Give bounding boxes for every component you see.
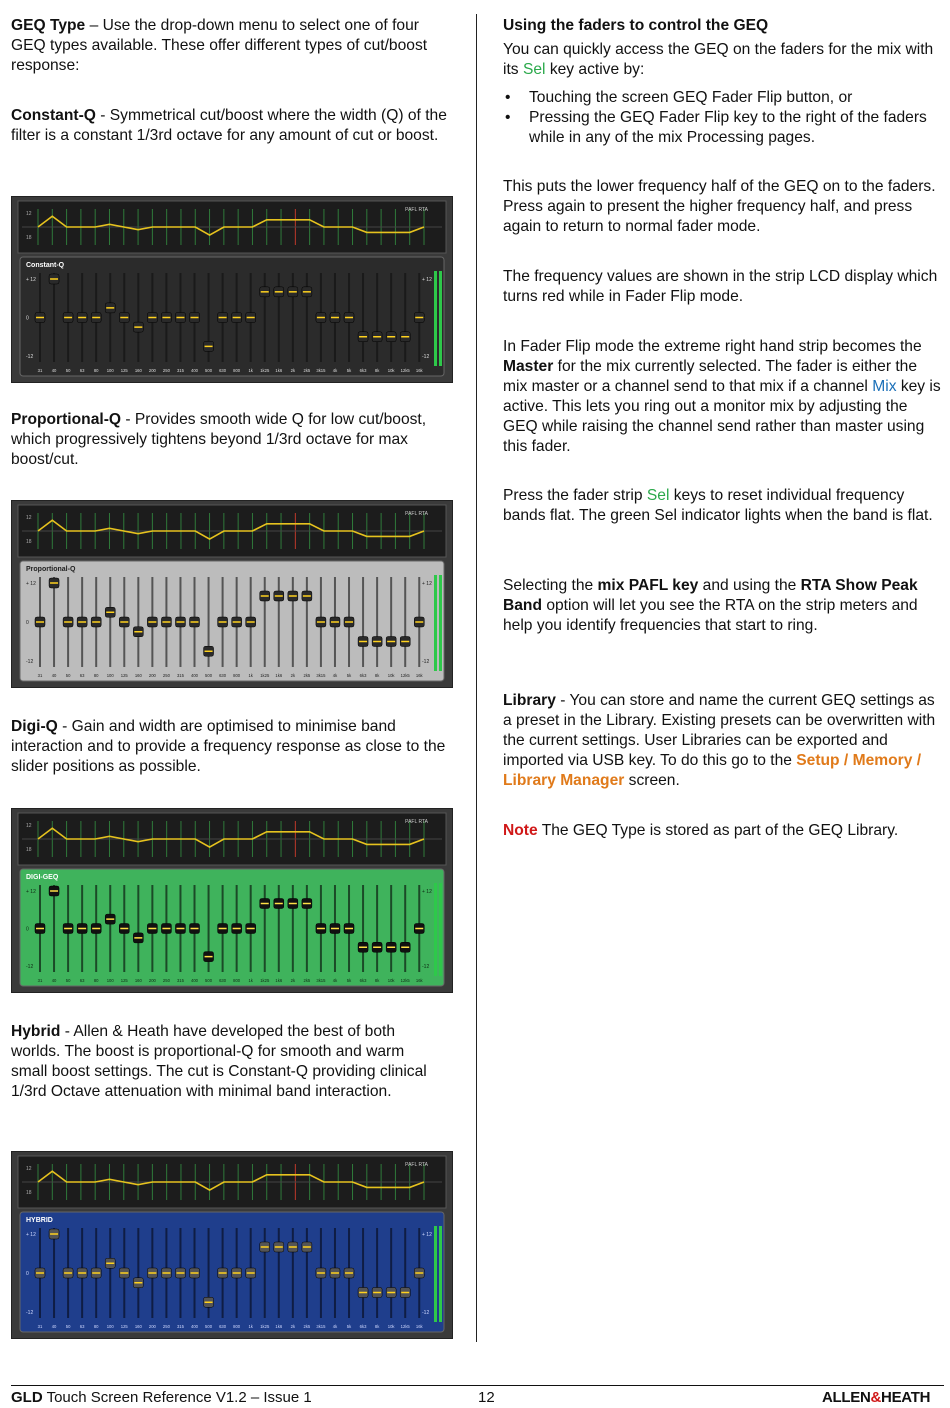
band-label: 250	[162, 1324, 170, 1329]
band-label: 500	[205, 978, 213, 983]
panel-title: Proportional-Q	[26, 566, 76, 573]
db-scale-label: -12	[422, 659, 430, 665]
band-label: 800	[233, 673, 241, 678]
rta-scale-bottom: 18	[26, 235, 32, 241]
bullet-item	[503, 108, 943, 148]
level-meter	[434, 575, 437, 671]
band-label: 1k	[248, 368, 253, 373]
band-label: 800	[233, 368, 241, 373]
sel-a: Press the fader strip	[503, 487, 647, 504]
band-label: 80	[93, 1324, 99, 1329]
rta-scale-top: 12	[26, 211, 32, 217]
note-term: Note	[503, 822, 538, 839]
db-scale-label: + 12	[26, 889, 36, 895]
band-label: 4k	[332, 368, 338, 373]
band-label: 8k	[374, 673, 380, 678]
level-meter	[434, 883, 437, 976]
db-scale-label: -12	[26, 964, 34, 970]
band-label: 80	[93, 368, 99, 373]
band-label: 200	[148, 673, 156, 678]
footer-logo	[822, 1389, 930, 1407]
db-scale-label: -12	[422, 1310, 430, 1316]
band-label: 31	[37, 1324, 43, 1329]
band-label: 1k25	[260, 368, 270, 373]
library-term: Library	[503, 692, 556, 709]
band-label: 4k	[332, 1324, 338, 1329]
band-label: 100	[106, 673, 114, 678]
geq-type-paragraph	[11, 16, 451, 76]
digi-q-text: - Gain and width are optimised to minimise band interaction and to provide a frequency response as close to the slider positions as possible.	[11, 718, 446, 775]
proportional-q-paragraph	[11, 410, 431, 470]
mix-key-label: Mix	[872, 378, 897, 395]
band-label: 6k3	[359, 673, 367, 678]
band-label: 6k3	[359, 368, 367, 373]
geq-graphic	[12, 501, 452, 687]
freq-values-paragraph: The frequency values are shown in the strip LCD display which turns red while in Fader Flip mode.	[503, 268, 938, 305]
rta-label: PAFL RTA	[405, 511, 428, 517]
band-label: 250	[162, 978, 170, 983]
geq-type-text: Use the drop-down menu to select one of four GEQ types available. These offer different types of cut/boost response:	[11, 17, 428, 74]
pafl-c: option will let you see the RTA on the strip meters and help you identify frequencies that start to ring.	[503, 597, 918, 634]
sel-b: keys to reset individual frequency bands flat. The green Sel indicator lights when the band is flat.	[503, 487, 933, 524]
band-label: 160	[134, 978, 142, 983]
faders-heading-text: Using the faders to control the GEQ	[503, 17, 769, 34]
band-label: 63	[79, 368, 85, 373]
db-scale-label: 0	[26, 620, 29, 626]
db-scale-label: -12	[26, 1310, 34, 1316]
band-label: 500	[205, 368, 213, 373]
geq-panel-proportional	[11, 500, 453, 688]
band-label: 2k5	[303, 673, 311, 678]
pafl-term: mix PAFL key	[597, 577, 699, 594]
rta-label: PAFL RTA	[405, 819, 428, 825]
level-meter	[434, 1226, 437, 1322]
faders-intro-b: key active by:	[545, 61, 645, 78]
band-label: 50	[65, 1324, 71, 1329]
band-label: 400	[191, 368, 199, 373]
band-label: 40	[51, 673, 57, 678]
band-label: 400	[191, 673, 199, 678]
constant-q-text: - Symmetrical cut/boost where the width (Q) of the filter is a constant 1/3rd octave for any amount of cut or boost.	[11, 107, 447, 144]
lower-half-paragraph: This puts the lower frequency half of the GEQ on to the faders. Press again to present the higher frequency half, and press again to return to normal fader mode.	[503, 178, 936, 235]
band-label: 500	[205, 1324, 213, 1329]
band-label: 12k5	[400, 1324, 410, 1329]
geq-type-term: GEQ Type	[11, 17, 86, 34]
band-label: 100	[106, 1324, 114, 1329]
band-label: 8k	[374, 1324, 380, 1329]
rta-scale-top: 12	[26, 823, 32, 829]
band-label: 250	[162, 673, 170, 678]
library-manager-path: Setup / Memory / Library Manager	[503, 752, 922, 789]
band-label: 5k	[346, 368, 352, 373]
band-label: 3k15	[316, 978, 326, 983]
bullet-text: Touching the screen GEQ Fader Flip button, or	[529, 89, 853, 106]
band-label: 125	[120, 978, 128, 983]
band-label: 200	[148, 368, 156, 373]
rta-label: PAFL RTA	[405, 1162, 428, 1168]
band-label: 1k6	[275, 673, 283, 678]
band-label: 16k	[415, 1324, 423, 1329]
master-paragraph	[503, 337, 943, 457]
faders-intro	[503, 40, 943, 80]
db-scale-label: -12	[26, 659, 34, 665]
footer-rule	[11, 1385, 944, 1386]
master-c: key is active. This lets you ring out a monitor mix by adjusting the GEQ while raising the channel send rather than master using this fader.	[503, 378, 941, 455]
band-label: 400	[191, 978, 199, 983]
band-label: 10k	[387, 368, 395, 373]
master-term: Master	[503, 358, 554, 375]
band-label: 8k	[374, 368, 380, 373]
rta-scale-top: 12	[26, 1166, 32, 1172]
column-divider	[476, 14, 477, 1342]
geq-graphic	[12, 809, 452, 992]
band-label: 125	[120, 673, 128, 678]
band-label: 12k5	[400, 673, 410, 678]
pafl-b: and using the	[698, 577, 801, 594]
digi-q-paragraph	[11, 717, 451, 777]
band-label: 1k6	[275, 368, 283, 373]
band-label: 80	[93, 978, 99, 983]
band-label: 630	[219, 1324, 227, 1329]
faders-intro-a: You can quickly access the GEQ on the faders for the mix with its	[503, 41, 934, 78]
band-label: 40	[51, 368, 57, 373]
band-label: 1k	[248, 673, 253, 678]
band-label: 630	[219, 368, 227, 373]
db-scale-label: + 12	[26, 581, 36, 587]
hybrid-paragraph	[11, 1022, 441, 1102]
logo-allen: ALLEN	[822, 1389, 871, 1406]
level-meter	[439, 575, 442, 671]
band-label: 125	[120, 368, 128, 373]
level-meter	[434, 271, 437, 366]
band-label: 2k	[290, 368, 296, 373]
geq-panel-digi	[11, 808, 453, 993]
band-label: 50	[65, 368, 71, 373]
band-label: 16k	[415, 368, 423, 373]
band-label: 6k3	[359, 978, 367, 983]
band-label: 315	[176, 673, 184, 678]
band-label: 200	[148, 978, 156, 983]
band-label: 800	[233, 1324, 241, 1329]
band-label: 10k	[387, 1324, 395, 1329]
band-label: 80	[93, 673, 99, 678]
sel-key-label: Sel	[646, 487, 670, 504]
library-end: screen.	[624, 772, 680, 789]
rta-scale-bottom: 18	[26, 539, 32, 545]
band-label: 1k25	[260, 1324, 270, 1329]
band-label: 5k	[346, 673, 352, 678]
band-label: 160	[134, 1324, 142, 1329]
db-scale-label: -12	[26, 354, 34, 360]
sel-paragraph	[503, 486, 943, 526]
db-scale-label: + 12	[26, 1232, 36, 1238]
band-label: 5k	[346, 978, 352, 983]
band-label: 2k	[290, 978, 296, 983]
bullet-item	[503, 88, 943, 108]
band-label: 3k15	[316, 673, 326, 678]
band-label: 100	[106, 978, 114, 983]
master-a: In Fader Flip mode the extreme right hand strip becomes the	[503, 338, 922, 355]
band-label: 50	[65, 673, 71, 678]
panel-title: HYBRID	[26, 1217, 53, 1224]
band-label: 31	[37, 978, 43, 983]
note-paragraph	[503, 821, 943, 841]
band-label: 160	[134, 368, 142, 373]
level-meter	[439, 1226, 442, 1322]
db-scale-label: -12	[422, 964, 430, 970]
geq-graphic	[12, 197, 452, 382]
db-scale-label: 0	[26, 926, 29, 933]
geq-panel-hybrid	[11, 1151, 453, 1339]
band-label: 12k5	[400, 978, 410, 983]
footer-doc-title	[11, 1389, 312, 1407]
faders-heading	[503, 16, 768, 36]
band-label: 630	[219, 673, 227, 678]
db-scale-label: + 12	[422, 889, 432, 895]
rta-label: PAFL RTA	[405, 207, 428, 213]
footer-brand: GLD	[11, 1389, 43, 1406]
band-label: 63	[79, 1324, 85, 1329]
db-scale-label: -12	[422, 354, 430, 360]
geq-type-separator: –	[85, 17, 103, 34]
band-label: 31	[37, 368, 43, 373]
level-meter	[439, 271, 442, 366]
band-label: 4k	[332, 978, 338, 983]
band-label: 63	[79, 673, 85, 678]
db-scale-label: + 12	[26, 277, 36, 283]
band-label: 2k5	[303, 368, 311, 373]
band-label: 10k	[387, 673, 395, 678]
band-label: 63	[79, 978, 85, 983]
db-scale-label: 0	[26, 315, 29, 322]
band-label: 2k	[290, 673, 296, 678]
geq-panel-constant	[11, 196, 453, 383]
footer-title: Touch Screen Reference V1.2 – Issue 1	[42, 1389, 312, 1406]
band-label: 315	[176, 1324, 184, 1329]
band-label: 2k5	[303, 978, 311, 983]
band-label: 800	[233, 978, 241, 983]
note-text: The GEQ Type is stored as part of the GEQ Library.	[537, 822, 899, 839]
sel-key-label: Sel	[522, 61, 546, 78]
rta-scale-bottom: 18	[26, 847, 32, 853]
faders-bullet-list	[503, 88, 943, 148]
rta-scale-bottom: 18	[26, 1190, 32, 1196]
digi-q-term: Digi-Q	[11, 718, 58, 735]
band-label: 160	[134, 673, 142, 678]
panel-title: Constant-Q	[26, 262, 65, 269]
hybrid-term: Hybrid	[11, 1023, 61, 1040]
footer-page-number: 12	[478, 1389, 495, 1406]
band-label: 16k	[415, 673, 423, 678]
band-label: 10k	[387, 978, 395, 983]
band-label: 1k6	[275, 1324, 283, 1329]
band-label: 31	[37, 673, 43, 678]
band-label: 400	[191, 1324, 199, 1329]
proportional-q-term: Proportional-Q	[11, 411, 122, 428]
library-paragraph	[503, 691, 943, 791]
panel-title: DIGI-GEQ	[26, 874, 59, 881]
hybrid-text: - Allen & Heath have developed the best of both worlds. The boost is proportional-Q for smooth and warm small boost settings. The cut is Constant-Q providing clinical 1/3rd Octave attenuation with minimal band interaction.	[11, 1023, 427, 1100]
rta-scale-top: 12	[26, 515, 32, 521]
rta-term: RTA Show Peak Band	[503, 577, 918, 614]
bullet-dot-icon: •	[505, 89, 511, 106]
band-label: 16k	[415, 978, 423, 983]
band-label: 250	[162, 368, 170, 373]
band-label: 1k25	[260, 673, 270, 678]
band-label: 1k	[248, 978, 253, 983]
pafl-paragraph	[503, 576, 945, 636]
db-scale-label: 0	[26, 1271, 29, 1277]
band-label: 200	[148, 1324, 156, 1329]
band-label: 40	[51, 978, 57, 983]
db-scale-label: + 12	[422, 1232, 432, 1238]
band-label: 1k6	[275, 978, 283, 983]
band-label: 100	[106, 368, 114, 373]
band-label: 2k5	[303, 1324, 311, 1329]
band-label: 315	[176, 368, 184, 373]
logo-heath: HEATH	[881, 1389, 931, 1406]
band-label: 12k5	[400, 368, 410, 373]
bullet-text: Pressing the GEQ Fader Flip key to the right of the faders while in any of the mix Processing pages.	[529, 109, 927, 146]
band-label: 40	[51, 1324, 57, 1329]
band-label: 1k25	[260, 978, 270, 983]
band-label: 3k15	[316, 368, 326, 373]
band-label: 315	[176, 978, 184, 983]
band-label: 2k	[290, 1324, 296, 1329]
band-label: 8k	[374, 978, 380, 983]
bullet-dot-icon: •	[505, 109, 511, 126]
logo-amp: &	[870, 1389, 882, 1406]
pafl-a: Selecting the	[503, 577, 598, 594]
constant-q-paragraph	[11, 106, 451, 146]
band-label: 4k	[332, 673, 338, 678]
band-label: 6k3	[359, 1324, 367, 1329]
constant-q-term: Constant-Q	[11, 107, 96, 124]
band-label: 50	[65, 978, 71, 983]
band-label: 1k	[248, 1324, 253, 1329]
level-meter	[439, 883, 442, 976]
band-label: 5k	[346, 1324, 352, 1329]
band-label: 3k15	[316, 1324, 326, 1329]
master-b: for the mix currently selected. The fader is either the mix master or a channel send to that mix if a channel	[503, 358, 918, 395]
band-label: 630	[219, 978, 227, 983]
geq-graphic	[12, 1152, 452, 1338]
proportional-q-text: - Provides smooth wide Q for low cut/boost, which progressively tightens beyond 1/3rd octave for max boost/cut.	[11, 411, 427, 468]
band-label: 125	[120, 1324, 128, 1329]
band-label: 500	[205, 673, 213, 678]
library-text: - You can store and name the current GEQ settings as a preset in the Library. Existing presets can be overwritten with the current settings. User Libraries can be exported and imported via USB key. To do this go to the	[503, 692, 936, 769]
db-scale-label: + 12	[422, 277, 432, 283]
db-scale-label: + 12	[422, 581, 432, 587]
